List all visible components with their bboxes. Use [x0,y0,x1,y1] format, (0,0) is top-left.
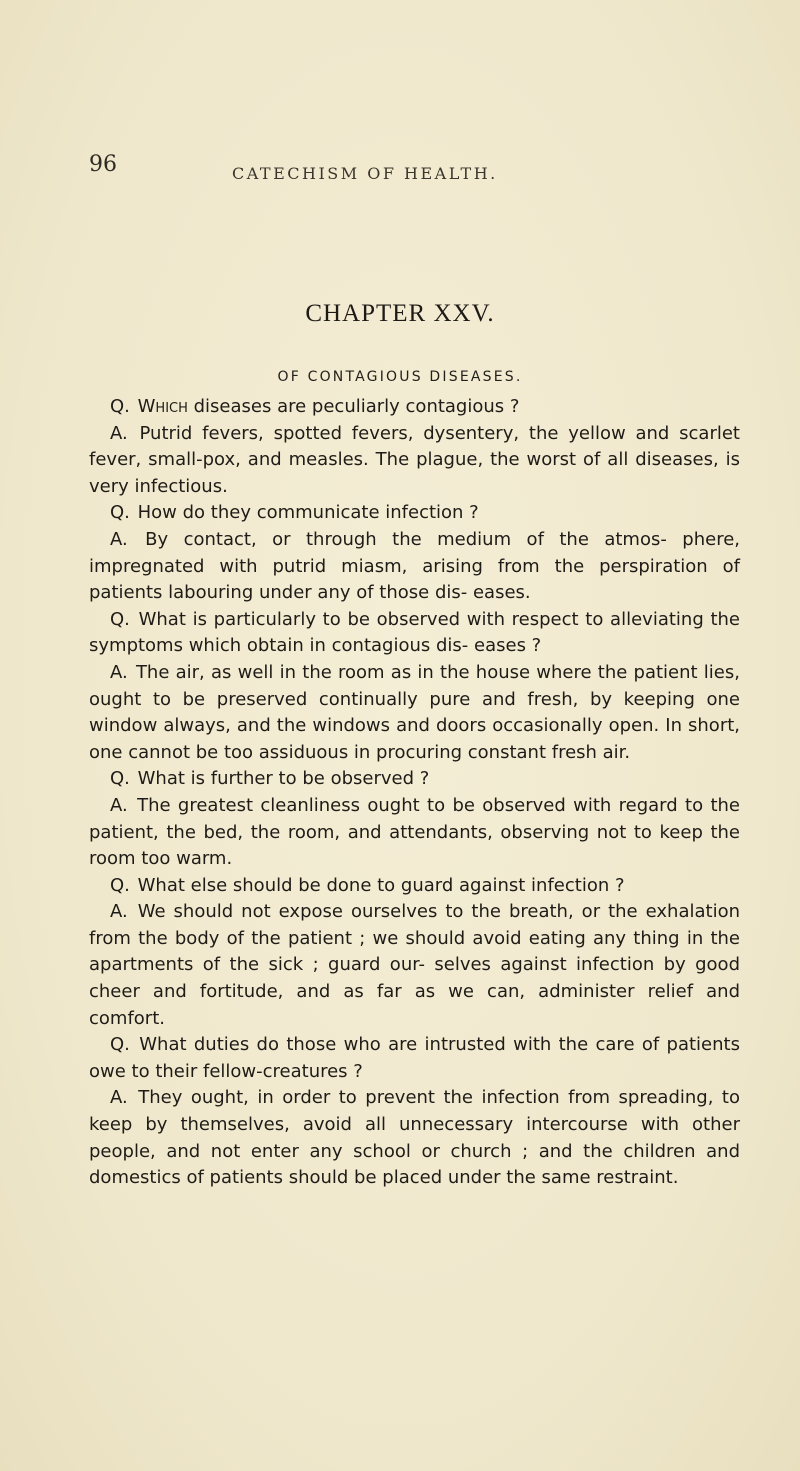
paragraph-label: A. [110,1087,128,1109]
paragraph-label: Q. [110,502,130,524]
answer-paragraph [89,899,740,1032]
catechism-body [89,394,740,1192]
paragraph-text: The greatest cleanliness ought to be observed with regard to the patient, the bed, the room, and attendants, observing not to keep the room too warm. [89,794,740,870]
paragraph-text: By contact, or through the medium of the atmos- phere, impregnated with putrid miasm, arising from the perspiration of patients labouring under any of those dis- eases. [89,528,740,604]
paragraph-text: They ought, in order to prevent the infection from spreading, to keep by themselves, avoid all unnecessary intercourse with other people, and not enter any school or church ; and the children and domestics of patients should be placed under the same restraint. [89,1087,740,1189]
question-paragraph [89,500,740,527]
paragraph-label: Q. [110,396,130,417]
paragraph-label: Q. [110,768,130,790]
paragraph-label: Q. [110,608,130,630]
paragraph-label: A. [110,661,128,683]
answer-paragraph [89,421,740,501]
chapter-title: CHAPTER XXV. [305,300,495,327]
paragraph-label: A. [110,794,128,816]
question-paragraph [89,873,740,900]
paragraph-text: The air, as well in the room as in the house where the patient lies, ought to be preserved continually pure and fresh, by keeping one window always, and the windows and doors occasionally open. In short, one cannot be too assiduous in procuring constant fresh air. [89,661,740,763]
paragraph-text: What is further to be observed ? [137,768,430,790]
paragraph-label: Q. [110,874,130,896]
answer-paragraph [89,527,740,607]
question-paragraph [89,394,740,421]
paragraph-text: We should not expose ourselves to the breath, or the exhalation from the body of the patient ; we should avoid eating any thing in the apartments of the sick ; guard our- selves against infection by good cheer and fortitude, and as far as we can, administer relief and comfort. [89,901,740,1029]
paragraph-label: A. [110,422,128,444]
paragraph-text: What else should be done to guard against infection ? [137,874,625,896]
answer-paragraph [89,1085,740,1191]
lead-word: Which [137,396,188,417]
paragraph-text: What duties do those who are intrusted with the care of patients owe to their fellow-creatures ? [89,1034,740,1082]
paragraph-label: Q. [110,1034,130,1056]
paragraph-text: What is particularly to be observed with respect to alleviating the symptoms which obtain in contagious dis- eases ? [89,608,740,657]
question-paragraph [89,607,740,660]
paragraph-text: Putrid fevers, spotted fevers, dysentery, the yellow and scarlet fever, small-pox, and measles. The plague, the worst of all diseases, is very infectious. [89,422,740,497]
paragraph-label: A. [110,901,128,923]
question-paragraph [89,1032,740,1085]
answer-paragraph [89,793,740,873]
chapter-subtitle: OF CONTAGIOUS DISEASES. [277,369,523,385]
question-paragraph [89,766,740,793]
paragraph-label: A. [110,528,128,550]
page-number: 96 [89,152,117,177]
running-head: CATECHISM OF HEALTH. [232,164,498,183]
paragraph-text: diseases are peculiarly contagious ? [193,396,520,417]
paragraph-text: How do they communicate infection ? [137,502,479,524]
answer-paragraph [89,660,740,766]
